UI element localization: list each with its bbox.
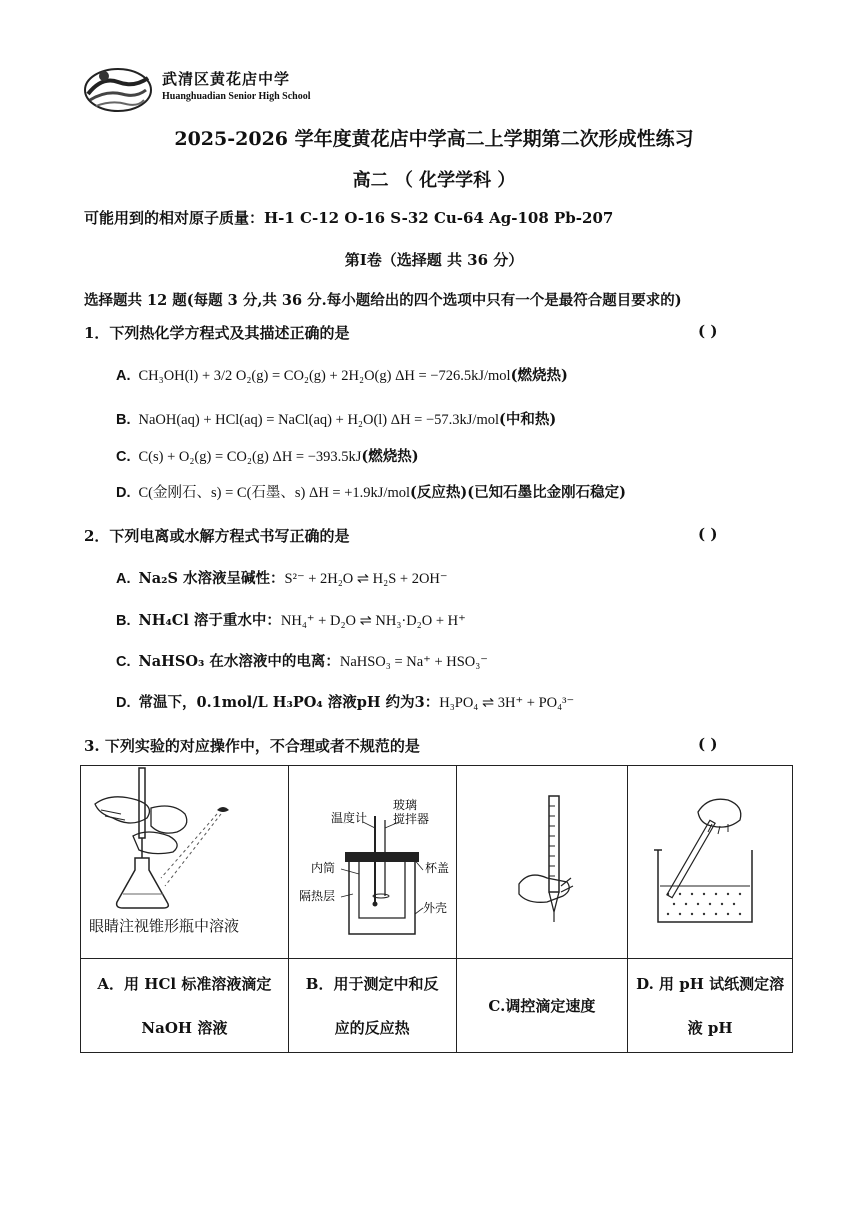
- q3-image-d: [628, 766, 793, 959]
- q3-option-a[interactable]: [81, 959, 289, 1053]
- option-prefix: NH₄Cl 溶于重水中：: [138, 612, 281, 629]
- school-name-en: Huanghuadian Senior High School: [162, 91, 311, 102]
- option-note: (燃烧热): [361, 448, 419, 465]
- ph-paper-beaker-icon: [628, 766, 791, 954]
- q3-image-a-text: 眼睛注视锥形瓶中溶液: [89, 917, 240, 935]
- q3-answer-blank[interactable]: ( ): [698, 735, 718, 753]
- option-label: C.: [116, 654, 131, 670]
- school-logo-icon: [82, 64, 154, 114]
- label-shell: 外壳: [422, 901, 447, 915]
- q1-answer-blank[interactable]: ( ): [698, 322, 718, 340]
- q3-option-b[interactable]: [288, 959, 456, 1053]
- option-label: B.: [116, 613, 131, 629]
- q3-option-c[interactable]: [456, 959, 628, 1053]
- option-equation: NaHSO₃ = Na⁺ + HSO₃⁻: [339, 654, 488, 670]
- q1-option-c[interactable]: [116, 445, 419, 466]
- option-prefix: Na₂S 水溶液呈碱性：: [138, 570, 285, 587]
- option-prefix: 常温下，0.1mol/L H₃PO₄ 溶液pH 约为3：: [138, 694, 440, 711]
- option-equation: NH₄⁺ + D₂O ⇌ NH₃·D₂O + H⁺: [280, 613, 466, 629]
- caption-line1: B．用于测定中和反: [305, 974, 439, 993]
- section-title: 第Ⅰ卷（选择题 共 36 分）: [344, 251, 524, 269]
- q1-option-a[interactable]: [116, 364, 568, 385]
- option-equation: H₃PO₄ ⇌ 3H⁺ + PO₄³⁻: [439, 695, 575, 711]
- option-label: A.: [116, 571, 131, 587]
- calorimeter-diagram: [289, 766, 455, 954]
- label-inner: 内筒: [310, 861, 335, 875]
- atomic-masses: 可能用到的相对原子质量：H-1 C-12 O-16 S-32 Cu-64 Ag-108 Pb-207: [84, 209, 614, 227]
- label-lid: 杯盖: [424, 861, 449, 875]
- school-header: [82, 64, 311, 116]
- option-label: B.: [116, 412, 131, 428]
- caption-line2: 应的反应热: [334, 1018, 410, 1037]
- q3-image-b: [288, 766, 456, 959]
- caption-line1: D. 用 pH 试纸测定溶: [636, 974, 785, 993]
- instructions: 选择题共 12 题(每题 3 分,共 36 分.每小题给出的四个选项中只有一个是最符合题目要求的): [84, 292, 682, 309]
- option-equation: C(s) + O₂(g) = CO₂(g) ΔH = −393.5kJ: [138, 449, 362, 465]
- option-note: (中和热): [499, 411, 557, 428]
- q3-stem: 3. 下列实验的对应操作中，不合理或者不规范的是: [84, 737, 420, 755]
- q3-option-d[interactable]: [628, 959, 793, 1053]
- q2-option-a[interactable]: [116, 567, 448, 588]
- school-name-cn: 武清区黄花店中学: [162, 70, 291, 88]
- q2-option-d[interactable]: [116, 691, 574, 712]
- exam-subject: 高二 （ 化学学科 ）: [352, 170, 516, 191]
- burette-control-icon: [457, 766, 627, 954]
- option-prefix: NaHSO₃ 在水溶液中的电离：: [138, 653, 340, 670]
- label-thermometer: 温度计: [330, 811, 367, 825]
- caption-line2: 液 pH: [687, 1018, 733, 1037]
- option-equation: CH₃OH(l) + 3/2 O₂(g) = CO₂(g) + 2H₂O(g) ΔH = −726.5kJ/mol: [138, 368, 511, 384]
- q2-option-b[interactable]: [116, 609, 466, 630]
- label-stirrer-2: 搅拌器: [392, 812, 429, 826]
- option-note: (燃烧热): [510, 367, 568, 384]
- label-insulation: 隔热层: [298, 889, 335, 903]
- q3-image-c: [456, 766, 628, 959]
- option-equation: C(金刚石、s) = C(石墨、s) ΔH = +1.9kJ/mol: [138, 485, 410, 501]
- caption-line2: NaOH 溶液: [141, 1018, 228, 1037]
- q2-stem: 2．下列电离或水解方程式书写正确的是: [84, 527, 350, 545]
- exam-title: 2025-2026 学年度黄花店中学高二上学期第二次形成性练习: [174, 128, 694, 150]
- q2-option-c[interactable]: [116, 650, 488, 671]
- option-equation: NaOH(aq) + HCl(aq) = NaCl(aq) + H₂O(l) ΔH = −57.3kJ/mol: [138, 412, 500, 428]
- q3-options-table: [80, 765, 793, 1053]
- caption-line1: A．用 HCl 标准溶液滴定: [97, 974, 272, 993]
- option-label: A.: [116, 368, 131, 384]
- option-label: D.: [116, 485, 131, 501]
- label-stirrer-1: 玻璃: [392, 798, 417, 812]
- q1-option-d[interactable]: [116, 481, 626, 502]
- option-note: (反应热)(已知石墨比金刚石稳定): [410, 484, 626, 501]
- q3-image-a: [81, 766, 289, 959]
- q2-answer-blank[interactable]: ( ): [698, 525, 718, 543]
- option-label: D.: [116, 695, 131, 711]
- q1-stem: 1．下列热化学方程式及其描述正确的是: [84, 324, 350, 342]
- q1-option-b[interactable]: [116, 408, 556, 429]
- option-equation: S²⁻ + 2H₂O ⇌ H₂S + 2OH⁻: [284, 571, 448, 587]
- caption-line1: C.调控滴定速度: [488, 996, 596, 1015]
- option-label: C.: [116, 449, 131, 465]
